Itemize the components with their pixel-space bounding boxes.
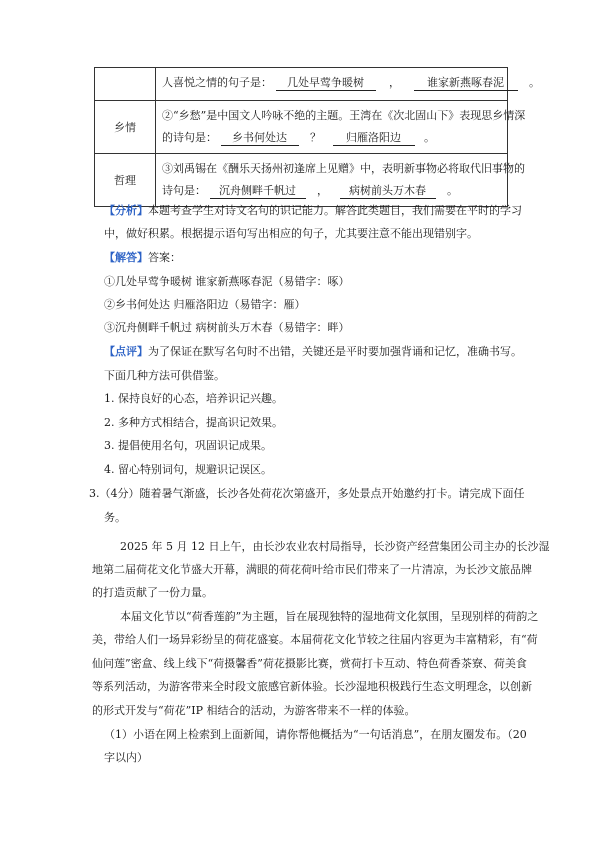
answer-blank: 归雁洛阳边 xyxy=(333,130,415,146)
line-end: 。 xyxy=(424,131,435,144)
answer-item: ①几处早莺争暖树 谁家新燕啄春泥（易错字：啄） xyxy=(104,275,350,288)
table-row xyxy=(95,154,508,207)
sub-question: （1）小语在网上检索到上面新闻，请你帮他概括为“一句话消息”，在朋友圈发布。（20 xyxy=(104,728,527,741)
analysis-tag: 【分析】 xyxy=(104,204,148,217)
line-end: 。 xyxy=(529,76,540,89)
poem-table xyxy=(94,67,540,207)
table-row xyxy=(95,68,508,101)
line-prefix: 的诗句是： xyxy=(162,131,217,144)
news-paragraph-line: 仙问莲”密盒、线上线下“荷摄馨香”荷花摄影比赛，赏荷打卡互动、特色荷香茶寮、荷美食 xyxy=(92,657,527,670)
answer-blank: 乡书何处达 xyxy=(221,130,299,146)
comment-line: 下面几种方法可供借鉴。 xyxy=(104,369,225,382)
table-category xyxy=(95,68,156,101)
answer-blank: 谁家新燕啄春泥 xyxy=(414,75,518,91)
table-content-cell xyxy=(156,101,526,154)
news-paragraph-line: 的打造贡献了一份力量。 xyxy=(92,586,213,599)
separator: ， xyxy=(389,76,400,89)
tip-item: 2. 多种方式相结合，提高识记效果。 xyxy=(104,416,283,429)
tip-item: 3. 提倡使用名句，巩固识记成果。 xyxy=(104,439,272,452)
comment-tag: 【点评】 xyxy=(104,345,148,358)
tip-item: 1. 保持良好的心态，培养识记兴趣。 xyxy=(104,392,283,405)
table-line: ③刘禹锡在《酬乐天扬州初逢席上见赠》中，表明新事物必将取代旧事物的 xyxy=(162,162,525,175)
answer-blank: 沉舟侧畔千帆过 xyxy=(210,183,306,199)
news-paragraph-line: 2025 年 5 月 12 日上午，由长沙农业农村局指导，长沙资产经营集团公司主办的长沙湿 xyxy=(120,540,550,553)
analysis-line: 中，做好积累。根据提示语句写出相应的句子，尤其要注意不能出现错别字。 xyxy=(104,227,478,240)
answer-item: ②乡书何处达 归雁洛阳边（易错字：雁） xyxy=(104,298,306,311)
news-paragraph-line: 等系列活动，为游客带来全时段文旅感官新体验。长沙湿地积极践行生态文明理念，以创新 xyxy=(92,680,532,693)
question-header: 3.（4分）随着暑气渐盛，长沙各处荷花次第盛开，多处景点开始邀约打卡。请完成下面任 xyxy=(89,487,525,500)
comment-line: 【点评】为了保证在默写名句时不出错，关键还是平时要加强背诵和记忆，准确书写。 xyxy=(104,345,522,358)
answer-item: ③沉舟侧畔千帆过 病树前头万木春（易错字：畔） xyxy=(104,321,350,334)
news-paragraph-line: 美，带给人们一场异彩纷呈的荷花盛宴。本届荷花文化节较之往届内容更为丰富精彩，有“荷 xyxy=(92,633,538,646)
news-paragraph-line: 地第二届荷花文化节盛大开幕，满眼的荷花荷叶给市民们带来了一片清凉，为长沙文旅品牌 xyxy=(92,563,532,576)
separator: ？ xyxy=(310,131,321,144)
line-end: 。 xyxy=(447,184,458,197)
sub-question: 字以内） xyxy=(104,751,148,764)
table-category: 乡情 xyxy=(95,101,156,154)
separator: ， xyxy=(317,184,328,197)
table-line: ②“乡愁”是中国文人吟咏不绝的主题。王湾在《次北固山下》表现思乡情深 xyxy=(162,109,526,122)
answer-blank: 病树前头万木春 xyxy=(340,183,436,199)
line-prefix: 诗句是： xyxy=(162,184,206,197)
analysis-line: 【分析】本题考查学生对诗文名句的识记能力。解答此类题目，我们需要在平时的学习 xyxy=(104,204,522,217)
line-prefix: 人喜悦之情的句子是： xyxy=(162,76,272,89)
tip-item: 4. 留心特别词句，规避识记误区。 xyxy=(104,463,272,476)
table-content-cell xyxy=(156,68,540,101)
answer-blank: 几处早莺争暖树 xyxy=(276,75,376,91)
table-content-cell xyxy=(156,154,525,207)
answer-intro: 【解答】答案： xyxy=(104,251,181,264)
news-paragraph-line: 的形式开发与“荷花”IP 相结合的活动，为游客带来不一样的体验。 xyxy=(92,704,416,717)
question-header: 务。 xyxy=(104,511,126,524)
answer-tag: 【解答】 xyxy=(104,251,148,264)
news-paragraph-line: 本届文化节以“荷香莲韵”为主题，旨在展现独特的湿地荷文化氛围，呈现别样的荷韵之 xyxy=(120,610,539,623)
table-row xyxy=(95,101,508,154)
table-category: 哲理 xyxy=(95,154,156,207)
